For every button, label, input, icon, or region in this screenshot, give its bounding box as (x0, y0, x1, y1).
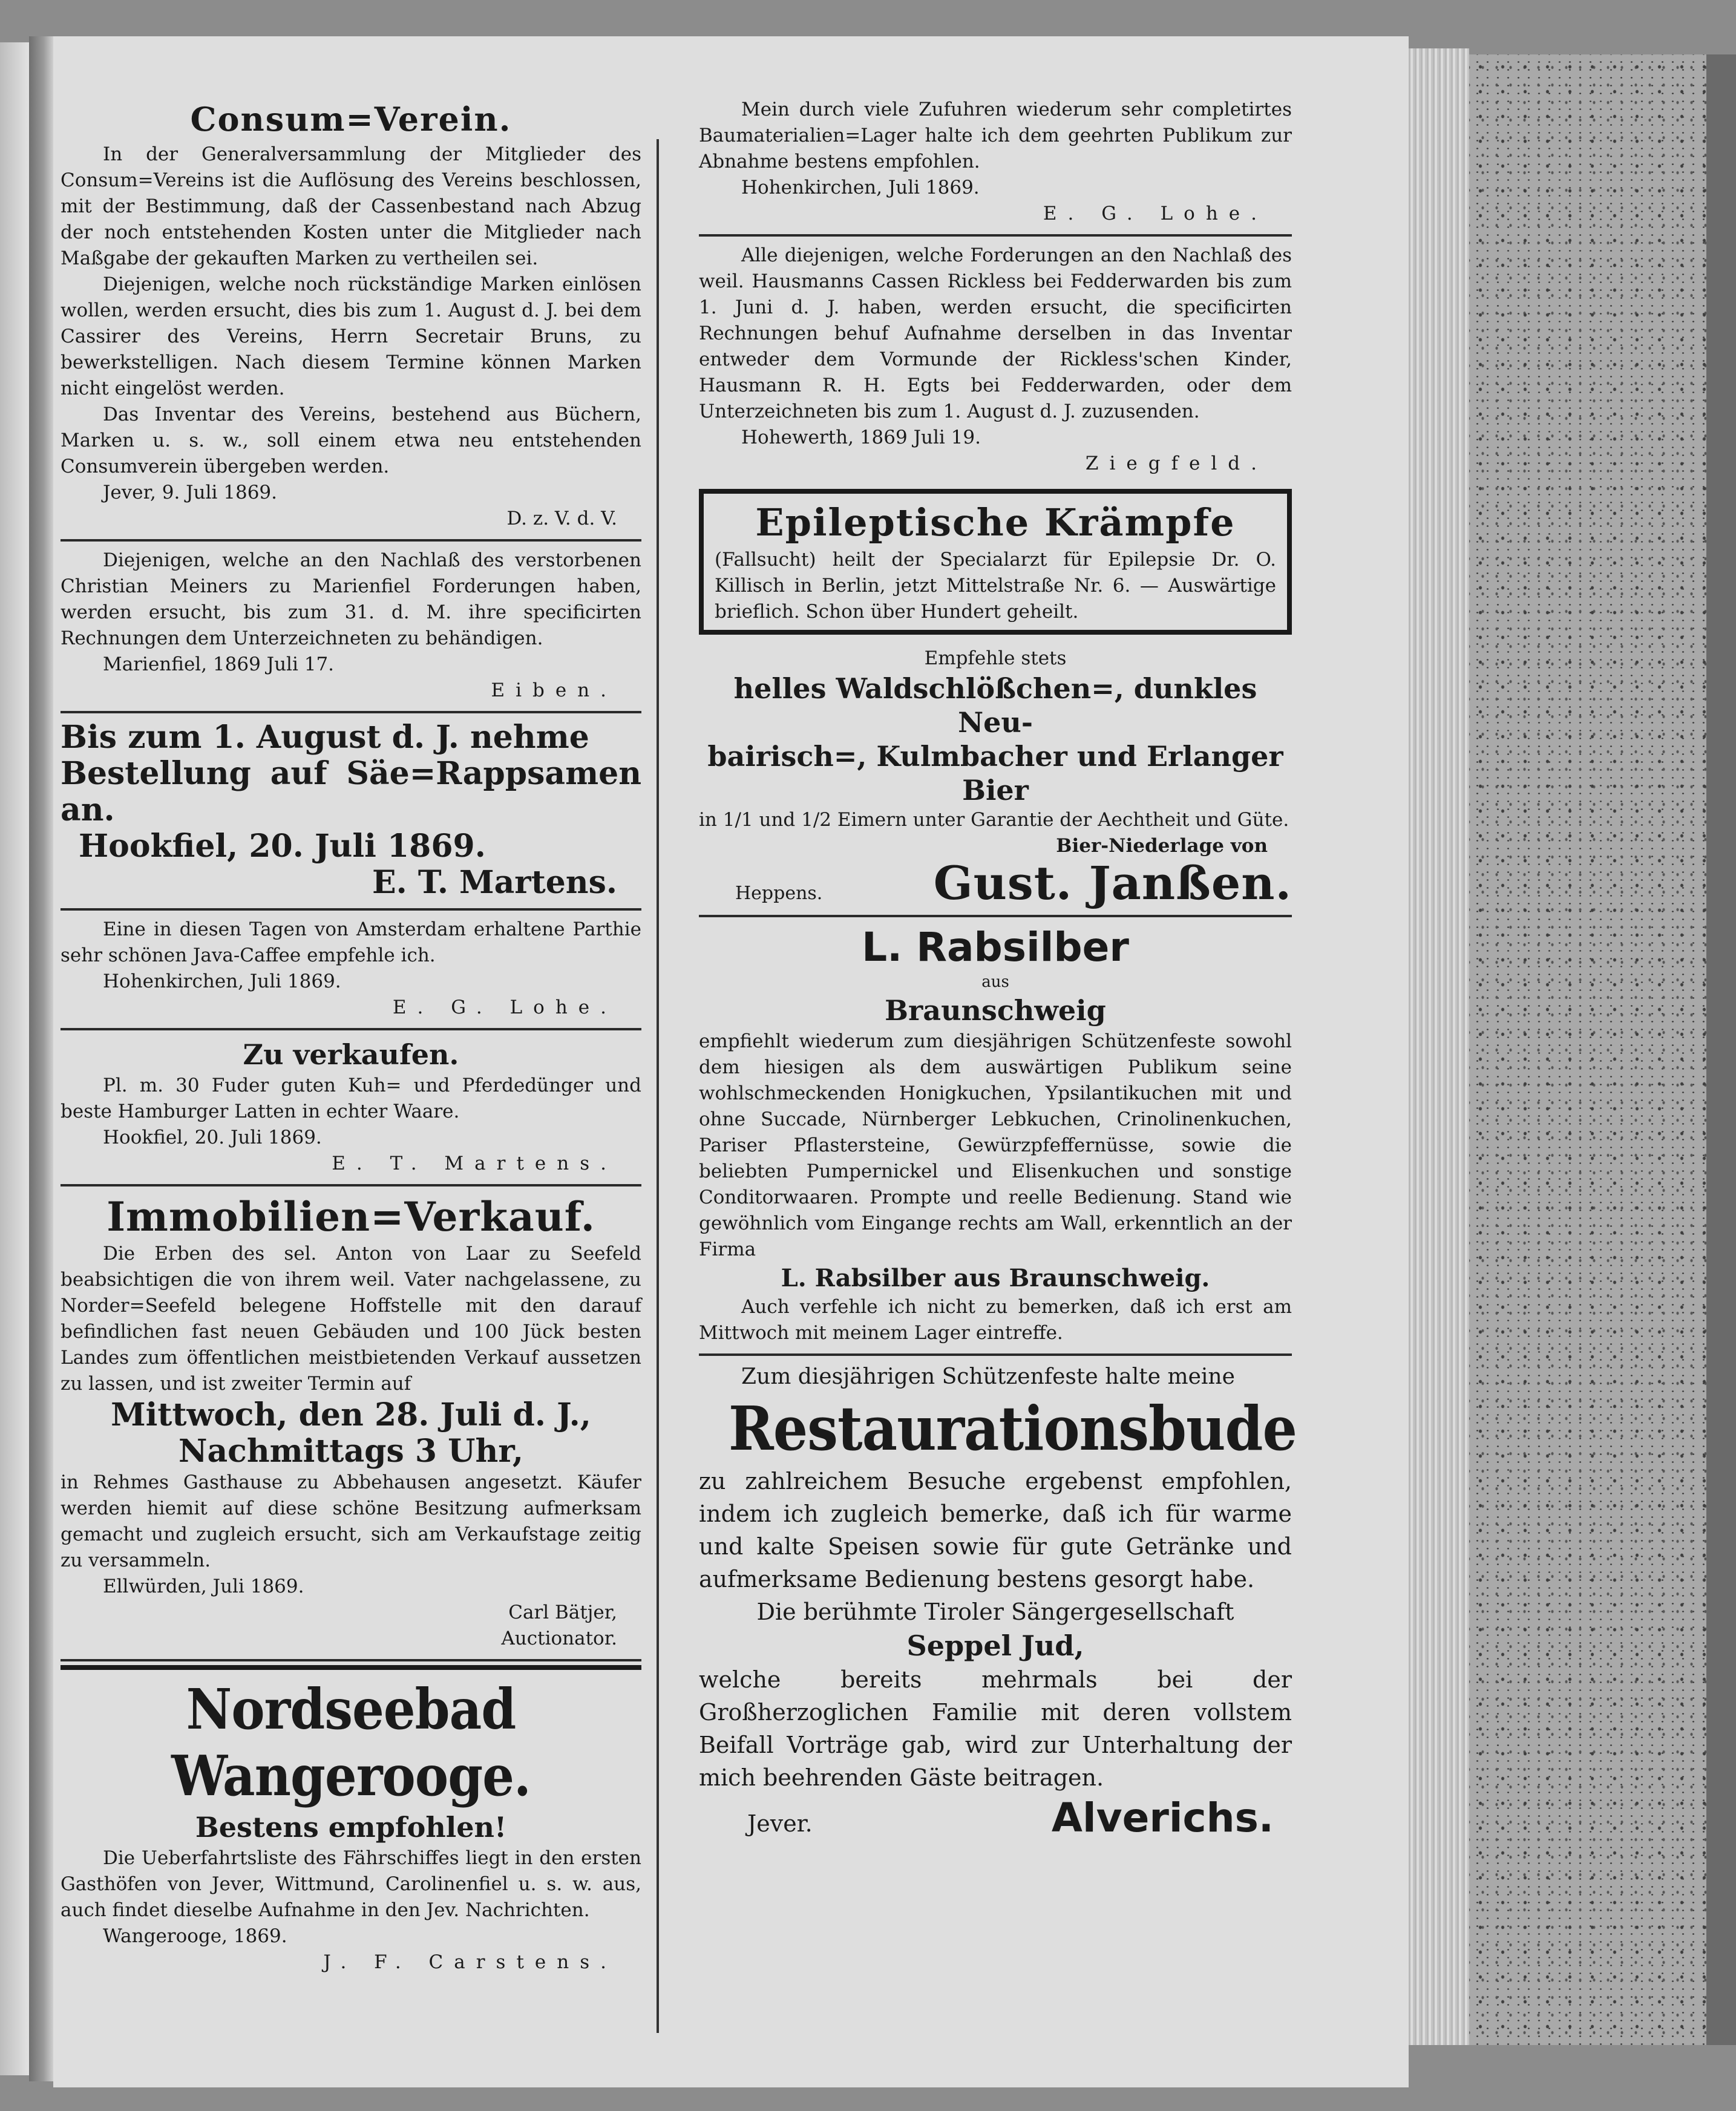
ad-date-headline: Mittwoch, den 28. Juli d. J., (111, 1396, 591, 1433)
ad-signature: E. T. Martens. (372, 864, 617, 901)
ad-place-date: Hohewerth, 1869 Juli 19. (741, 427, 981, 448)
ad-text: Die Ueberfahrtsliste des Fährschiffes liegt in den ersten Gasthöfen von Jever, Wittmund, Carolinenfiel u. s. w. aus, auch findet dieselbe Aufnahme in den Jev. Nachrichten. (61, 1847, 641, 1921)
ad-signature: E. T. Martens. (332, 1153, 617, 1174)
ad-epilepsie (699, 489, 1292, 635)
ad-troupe: Seppel Jud, (906, 1629, 1084, 1662)
ad-text: Die berühmte Tiroler Sängergesellschaft (756, 1599, 1234, 1625)
ad-name: Alverichs. (1051, 1795, 1274, 1841)
ad-signature: Ziegfeld. (1085, 453, 1268, 474)
ad-text: Diejenigen, welche noch rückständige Marken einlösen wollen, werden ersucht, dies bis zum 1. August d. J. bei dem Cassirer des Vereins, Herrn Secretair Bruns, zu bewerkstelligen. Nach diesem Termine können Marken nicht eingelöst werden. (61, 273, 641, 399)
ad-place-date: Jever, 9. Juli 1869. (103, 482, 278, 503)
ad-label: Bier-Niederlage von (1056, 835, 1268, 857)
ad-title: Consum=Verein. (190, 100, 512, 139)
ad-place: Heppens. (735, 883, 823, 904)
previous-page-edge (0, 42, 29, 2075)
page-stack-edge (1409, 48, 1469, 2045)
ad-signature: E. G. Lohe. (392, 997, 617, 1018)
ad-text: in Rehmes Gasthause zu Abbehausen angesetzt. Käufer werden hiemit auf diese schöne Besitzung aufmerksam gemacht und zugleich ersucht, sich am Verkaufstage zeitig zu versammeln. (61, 1471, 641, 1571)
ad-city: Braunschweig (885, 994, 1106, 1027)
ad-java-caffee (61, 911, 641, 1030)
ad-intro: Zum diesjährigen Schützenfeste halte meine (741, 1364, 1235, 1389)
ad-place-date: Hohenkirchen, Juli 1869. (103, 970, 341, 992)
ad-ziegfeld (699, 237, 1292, 484)
book-cover-speckled (1469, 54, 1736, 2045)
ad-name-line (699, 1794, 1292, 1842)
ad-headline: Bestellung auf Säe=Rappsamen an. (61, 755, 641, 828)
ad-place-date: Wangerooge, 1869. (103, 1925, 287, 1947)
ad-headline: bairisch=, Kulmbacher und Erlanger (707, 740, 1283, 773)
ad-signature: Eiben. (491, 679, 617, 701)
ad-title: Immobilien=Verkauf. (106, 1193, 595, 1240)
ad-text: zu zahlreichem Besuche ergebenst empfohlen, indem ich zugleich bemerke, daß ich für warme und kalte Speisen sowie für gute Getränke und aufmerksame Bedienung bestens gesorgt habe. (699, 1468, 1292, 1592)
ad-place-date: Hookfiel, 20. Juli 1869. (79, 828, 486, 865)
ad-restaurationsbude (699, 1356, 1297, 1850)
right-column (699, 91, 1297, 1850)
ad-subtitle: Bestens empfohlen! (195, 1811, 507, 1844)
ad-signature: J. F. Carstens. (323, 1951, 617, 1973)
ad-headline: Bis zum 1. August d. J. nehme (61, 719, 589, 756)
ad-firm: L. Rabsilber aus Braunschweig. (781, 1264, 1210, 1292)
ad-name: Gust. Janßen. (933, 856, 1292, 910)
ad-text: empfiehlt wiederum zum diesjährigen Schützenfeste sowohl dem hiesigen als dem auswärtigen Publikum seine wohlschmeckenden Honigkuchen, Ypsilantikuchen mit und ohne Succade, Nürnberger Lebkuchen, Crinolinenkuchen, Pariser Pflastersteine, Gewürzpfeffernüsse, sowie die beliebten Pumpernickel und Elisenkuchen und sonstige Conditorwaaren. Prompte und reelle Bedienung. Stand wie gewöhnlich vom Eingange rechts am Wall, erkenntlich an der Firma (699, 1030, 1292, 1260)
ad-title: Zu verkaufen. (243, 1038, 459, 1071)
ad-place-date: Hohenkirchen, Juli 1869. (741, 177, 980, 198)
ad-bier (699, 640, 1292, 917)
ad-aus: aus (981, 973, 1009, 991)
ad-title: L. Rabsilber (862, 924, 1129, 970)
ad-headline: helles Waldschlößchen=, dunkles Neu- (733, 672, 1257, 739)
ad-text: Das Inventar des Vereins, bestehend aus Büchern, Marken u. s. w., soll einem etwa neu entstehenden Consumverein übergeben werden. (61, 404, 641, 477)
ad-text: Eine in diesen Tagen von Amsterdam erhaltene Parthie sehr schönen Java-Caffee empfehle ich. (61, 918, 641, 966)
ad-headline: Bier (962, 774, 1029, 807)
ad-consum-verein (61, 91, 641, 542)
column-rule (657, 139, 659, 2033)
book-gutter (29, 36, 53, 2081)
ad-place-date: Hookfiel, 20. Juli 1869. (103, 1127, 322, 1148)
ad-eiben (61, 542, 641, 713)
ad-text: welche bereits mehrmals bei der Großherzoglichen Familie mit deren vollstem Beifall Vorträge gab, wird zur Unterhaltung der mich beehrenden Gäste beitragen. (699, 1666, 1292, 1791)
ad-text: in 1/1 und 1/2 Eimern unter Garantie der Aechtheit und Güte. (699, 809, 1289, 831)
ad-place-date: Marienfiel, 1869 Juli 17. (103, 653, 335, 675)
ad-signature: Carl Bätjer, (508, 1602, 617, 1623)
cover-shadow (1706, 54, 1736, 2045)
ad-signature: E. G. Lohe. (1043, 203, 1268, 224)
ad-text: Die Erben des sel. Anton von Laar zu Seefeld beabsichtigen die von ihrem weil. Vater nachgelassene, zu Norder=Seefeld belegene Hoffstelle mit den darauf befindlichen fast neuen Gebäuden und 100 Jück besten Landes zum öffentlichen meistbietenden Verkauf aussetzen zu lassen, und ist zweiter Termin auf (61, 1243, 641, 1395)
ad-time-headline: Nachmittags 3 Uhr, (178, 1433, 524, 1470)
ad-zu-verkaufen (61, 1030, 641, 1186)
ad-rabsilber (699, 917, 1292, 1356)
left-column (61, 91, 641, 1983)
ad-text: Auch verfehle ich nicht zu bemerken, daß ich erst am Mittwoch mit meinem Lager eintreffe. (699, 1296, 1292, 1344)
ad-title: Epileptische Krämpfe (755, 500, 1236, 545)
ad-baumaterialien (699, 91, 1292, 237)
ad-text: Alle diejenigen, welche Forderungen an den Nachlaß des weil. Hausmanns Cassen Rickless bei Fedderwarden bis zum 1. Juni d. J. haben, werden ersucht, die specificirten Rechnungen behuf Aufnahme derselben in das Inventar entweder dem Vormunde der Rickless'schen Kinder, Hausmann R. H. Egts bei Fedderwarden, oder dem Unterzeichneten bis zum 1. August d. J. zuzusenden. (699, 244, 1292, 422)
ad-place-date: Ellwürden, Juli 1869. (103, 1576, 304, 1597)
ad-text: Mein durch viele Zufuhren wiederum sehr completirtes Baumaterialien=Lager halte ich dem geehrten Publikum zur Abnahme bestens empfohlen. (699, 99, 1292, 172)
ad-title: Restaurationsbude (729, 1393, 1297, 1464)
ad-text: In der Generalversammlung der Mitglieder des Consum=Vereins ist die Auflösung des Vereins beschlossen, mit der Bestimmung, daß der Cassenbestand nach Abzug der noch entstehenden Kosten unter die Mitglieder nach Maßgabe der gekauften Marken zu vertheilen sei. (61, 143, 641, 269)
ad-text: (Fallsucht) heilt der Specialarzt für Epilepsie Dr. O. Killisch in Berlin, jetzt Mittelstraße Nr. 6. — Auswärtige brieflich. Schon über Hundert geheilt. (715, 549, 1276, 623)
ad-text: Pl. m. 30 Fuder guten Kuh= und Pferdedünger und beste Hamburger Latten in echter Waare. (61, 1075, 641, 1122)
ad-wangerooge (61, 1665, 641, 1983)
ad-signature-title: Auctionator. (501, 1628, 617, 1649)
ad-text: Diejenigen, welche an den Nachlaß des verstorbenen Christian Meiners zu Marienfiel Forderungen haben, werden ersucht, bis zum 31. d. M. ihre specificirten Rechnungen dem Unterzeichneten zu behändigen. (61, 549, 641, 649)
ad-name-line (699, 856, 1292, 910)
ad-signature: D. z. V. d. V. (506, 508, 617, 529)
ad-rappsamen (61, 713, 641, 911)
ad-intro: Empfehle stets (924, 647, 1067, 669)
ad-place: Jever. (747, 1810, 813, 1837)
ad-immobilien-verkauf (61, 1186, 641, 1661)
ad-title: Nordseebad Wangerooge. (171, 1677, 531, 1808)
